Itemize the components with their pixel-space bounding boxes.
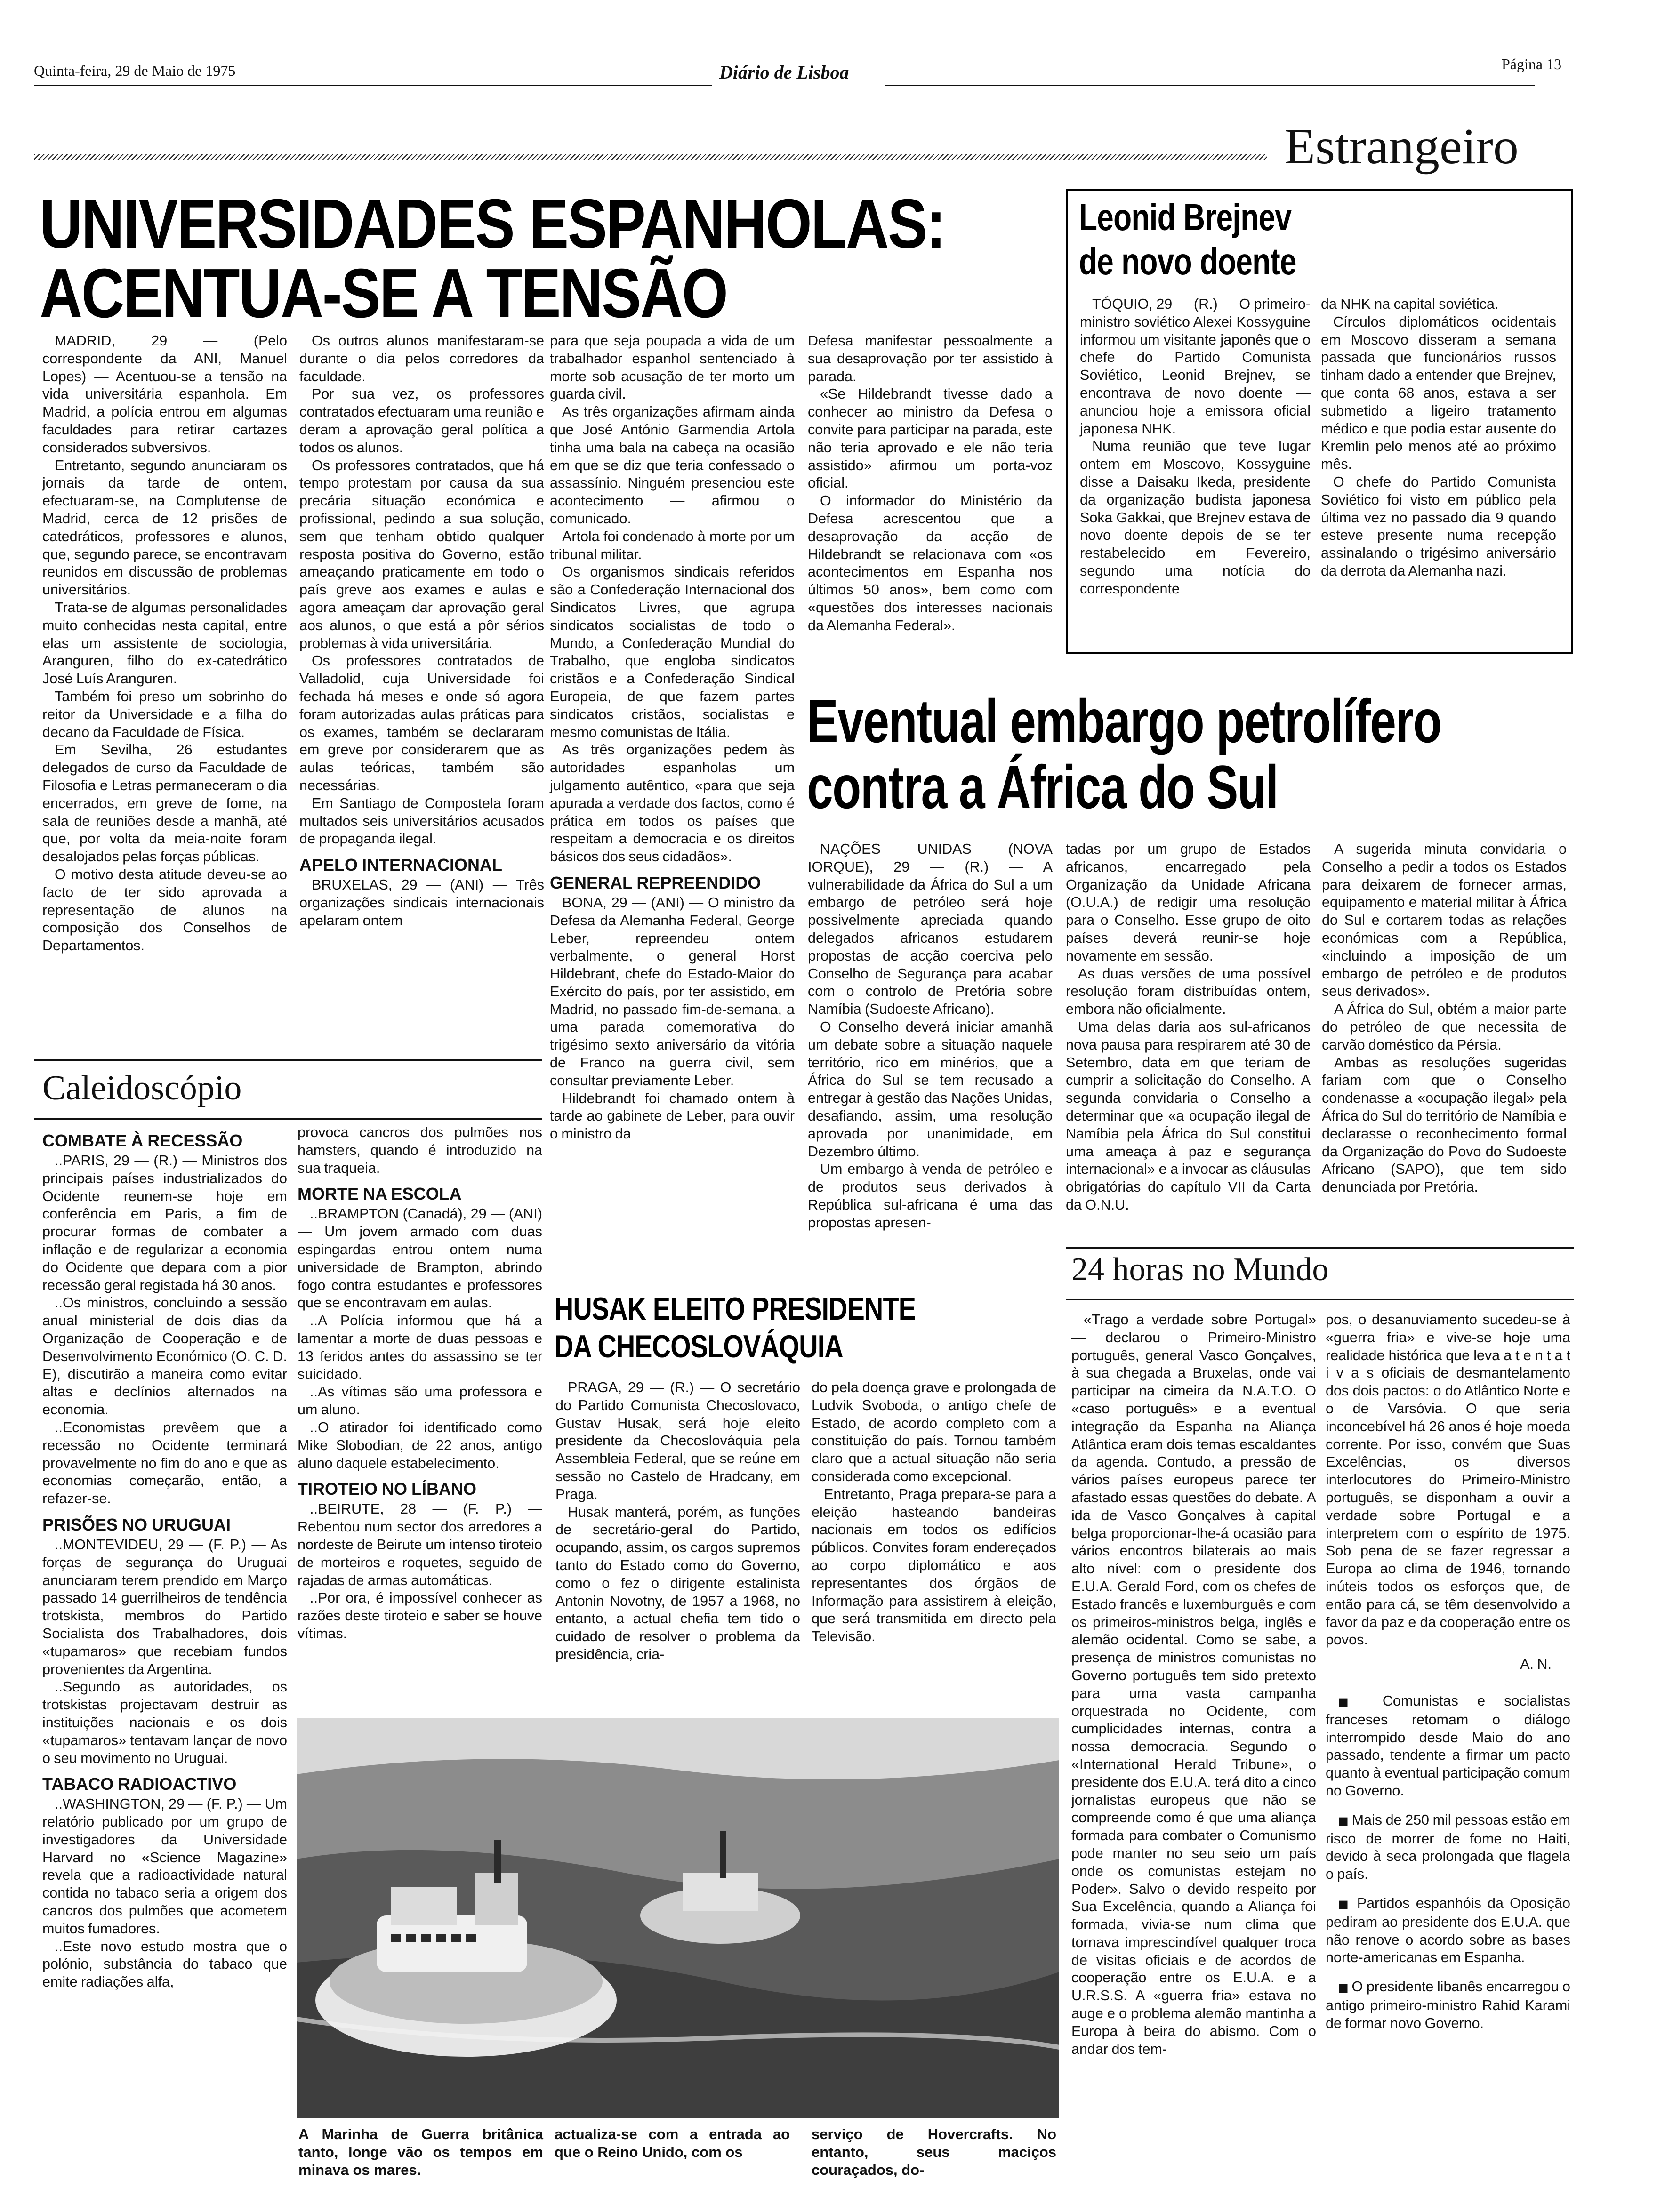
paragraph: BRUXELAS, 29 — (ANI) — Três organizações sindicais internacionais apelaram ontem: [299, 877, 544, 929]
brief-item: [1326, 1692, 1570, 1800]
main-headline-line2: ACENTUA-SE A TENSÃO: [40, 255, 727, 332]
embargo-col2: [1066, 841, 1311, 1214]
paragraph: Uma delas daria aos sul-africanos nova pausa para respirarem até 30 de Setembro, data em que teriam de cumprir a solicitação do Conselho. A segunda convidaria o Conselho a determinar que «a ocupação ilegal de Namíbia pela África do Sul constitui uma ameaça à paz e segurança internacional» e a invocar as cláusulas obrigatórias do capítulo VII da Carta da O.N.U.: [1066, 1018, 1311, 1213]
brief-text: O presidente libanês encarregou o antigo primeiro-ministro Rahid Karami de formar novo Governo.: [1326, 1979, 1570, 2031]
paragraph: NAÇÕES UNIDAS (NOVA IORQUE), 29 — (R.) — A vulnerabilidade da África do Sul a um embargo de petróleo será hoje possivelmente apreciada quando delegados africanos estudarem propostas de acção coerciva pelo Conselho de Segurança para acabar com o controlo de Pretória sobre Namíbia (Sudoeste Africano).: [808, 841, 1053, 1018]
embargo-col3: [1322, 841, 1567, 1196]
brief-heading: TIROTEIO NO LÍBANO: [298, 1479, 476, 1499]
husak-col1: [555, 1379, 800, 1664]
paragraph: O Conselho deverá iniciar amanhã um debate sobre a situação naquele território, rico em minérios, que a África do Sul se tem recusado a entregar à gestão das Nações Unidas, desafiando, assim, uma resolução aprovada por unanimidade, em Dezembro último.: [808, 1018, 1053, 1160]
brief-heading: TABACO RADIOACTIVO: [42, 1774, 237, 1794]
paragraph: da NHK na capital soviética.: [1321, 296, 1499, 312]
masthead-rule-left: [34, 85, 712, 86]
brejnev-headline-line2: de novo doente: [1079, 240, 1296, 282]
brief-text: Partidos espanhóis da Oposição pediram ao presidente dos E.U.A. que não renove o acordo sobre as bases norte-americanas em Espanha.: [1326, 1895, 1570, 1966]
main-article-col3: [550, 332, 795, 1143]
masthead-rule-right: [885, 85, 1535, 86]
brief-heading: COMBATE À RECESSÃO: [42, 1131, 243, 1150]
embargo-headline-line2: contra a África do Sul: [807, 753, 1278, 821]
main-article-col1: [42, 332, 287, 955]
caleidoscopio-title-rule: [34, 1118, 542, 1120]
caleidoscopio-top-rule: [34, 1059, 542, 1061]
subhead-general: GENERAL REPREENDIDO: [550, 873, 761, 892]
paragraph: O motivo desta atitude deveu-se ao facto de ter sido aprovada a representação de alunos na composição dos Conselhos de Departamentos.: [42, 866, 287, 954]
photo-caption-col2: actualiza-se com a entrada ao que o Reino Unido, com os: [555, 2126, 790, 2160]
square-bullet-icon: ■: [1338, 1695, 1383, 1708]
brejnev-col2: [1321, 296, 1556, 580]
brejnev-col1: [1080, 296, 1311, 598]
paragraph: As três organizações pedem às autoridades espanholas um julgamento autêntico, «para que seja apurada a verdade dos factos, como é prática em todos os países que respeitam a democracia e os direitos básicos dos seus cidadãos».: [550, 742, 795, 865]
brief-heading: MORTE NA ESCOLA: [298, 1184, 462, 1204]
paragraph: BONA, 29 — (ANI) — O ministro da Defesa da Alemanha Federal, George Leber, repreendeu ontem verbalmente, o general Horst Hildebrant, chefe do Estado-Maior do Exército do país, por ter assistido, em Madrid, no passado fim-de-semana, a uma parada comemorativa do trigésimo sexto aniversário da vitória de Franco na guerra civil, sem consultar previamente Leber.: [550, 894, 795, 1089]
paragraph: A sugerida minuta convidaria o Conselho a pedir a todos os Estados para deixarem de fornecer armas, equipamento e material militar à África do Sul e cortarem todas as relações económicas com a República, «incluindo a imposição de um embargo de petróleo e de produtos seus derivados».: [1322, 841, 1567, 1000]
paragraph: ..Economistas prevêem que a recessão no Ocidente terminará provavelmente no fim do ano e que as economias começarão, então, a refazer-se.: [42, 1419, 287, 1507]
paragraph: Também foi preso um sobrinho do reitor da Universidade e a filha do decano da Faculdade de Física.: [42, 688, 287, 740]
paragraph: As três organizações afirmam ainda que José António Garmendia Artola tinha uma bala na cabeça na ocasião em que se diz que teria confessado o assassínio. Ninguém presenciou este acontecimento — afirmou o comunicado.: [550, 404, 795, 527]
main-article-col2: [299, 332, 544, 930]
embargo-col1: [808, 841, 1053, 1232]
paragraph: tadas por um grupo de Estados africanos, encarregado pela Organização da Unidade Africana (O.U.A.) de redigir uma resolução para o Conselho. Esse grupo de oito países deverá reunir-se hoje novamente em sessão.: [1066, 841, 1311, 964]
photo-caption-col1: A Marinha de Guerra britânica tanto, longe vão os tempos em minava os mares.: [298, 2126, 543, 2178]
paragraph: do pela doença grave e prolongada de Ludvik Svoboda, o antigo chefe de Estado, de acordo completo com a constituição do país. Tornou também claro que a actual situação não seria considerada como excepcional.: [812, 1379, 1056, 1484]
paragraph: para que seja poupada a vida de um trabalhador espanhol sentenciado à morte sob acusação de ter morto um guarda civil.: [550, 333, 795, 402]
paragraph: ..O atirador foi identificado como Mike Slobodian, de 22 anos, antigo aluno daquele estabelecimento.: [298, 1419, 542, 1471]
paragraph: PRAGA, 29 — (R.) — O secretário do Partido Comunista Checoslovaco, Gustav Husak, será hoje eleito presidente da Checoslováquia pela Assembleia Federal, que se reúne em sessão no Castelo de Hradcany, em Praga.: [555, 1379, 800, 1502]
paragraph: ..A Polícia informou que há a lamentar a morte de duas pessoas e 13 feridos antes do assassino se ter suicidado.: [298, 1313, 542, 1382]
paragraph: Trata-se de algumas personalidades muito conhecidas nesta capital, entre elas um assistente de sociologia, Aranguren, filho do ex-catedrático José Luís Aranguren.: [42, 599, 287, 687]
paragraph: ..BRAMPTON (Canadá), 29 — (ANI) — Um jovem armado com duas espingardas entrou ontem numa universidade de Brampton, abrindo fogo contra estudantes e professores que se encontravam em aulas.: [298, 1206, 542, 1311]
embargo-headline-line1: Eventual embargo petrolífero: [807, 687, 1441, 755]
paragraph: Um embargo à venda de petróleo e de produtos seus derivados à República sul-africana é uma das propostas apresen-: [808, 1161, 1053, 1231]
paragraph: Ambas as resoluções sugeridas fariam com que o Conselho condenasse a «ocupação ilegal» pela África do Sul do território de Namíbia e declarasse o reconhecimento formal da Organização do Povo do Sudoeste Africano (SAPO), que tem sido denunciada por Pretória.: [1322, 1054, 1567, 1195]
section-hatch-rule: [34, 154, 1267, 160]
photo-caption-col3: serviço de Hovercrafts. No entanto, seus maciços couraçados, do-: [812, 2126, 1056, 2178]
brief-item: [1326, 1978, 1570, 2032]
paragraph: provoca cancros dos pulmões nos hamsters, quando é introduzido na sua traqueia.: [298, 1124, 542, 1176]
paragraph: Numa reunião que teve lugar ontem em Moscovo, Kossyguine disse a Daisaku Ikeda, presidente da organização budista japonesa Soka Gakkai, que Brejnev estava de novo doente depois de se ter restabelecido em Fevereiro, segundo uma notícia do correspondente: [1080, 438, 1311, 597]
paragraph: TÓQUIO, 29 — (R.) — O primeiro-ministro soviético Alexei Kossyguine informou um visitante japonês que o chefe do Partido Comunista Soviético, Leonid Brejnev, se encontrava de novo doente — anunciou hoje a emissora oficial japonesa NHK.: [1080, 296, 1311, 437]
paragraph: Por sua vez, os professores contratados efectuaram uma reunião e deram a aprovação geral política a todos os alunos.: [299, 386, 544, 456]
caleidoscopio-title: Caleidoscópio: [42, 1069, 242, 1107]
paragraph: Em Santiago de Compostela foram multados seis universitários acusados de propaganda ilegal.: [299, 795, 544, 847]
paragraph: Entretanto, Praga prepara-se para a eleição hasteando bandeiras nacionais em todos os edifícios públicos. Convites foram endereçados ao corpo diplomático e aos representantes dos órgãos de Informação para assistirem à eleição, que será transmitida em directo pela Televisão.: [812, 1486, 1056, 1645]
subhead-apelo: APELO INTERNACIONAL: [299, 855, 502, 875]
paragraph: ..Os ministros, concluindo a sessão anual ministerial de dois dias da Organização de Cooperação e de Desenvolvimento Económico (O. C. D. E), discutirão a maneira como evitar altas e declínios alternados na economia.: [42, 1295, 287, 1418]
signature: A. N.: [1520, 1656, 1552, 1673]
paragraph: As duas versões de uma possível resolução foram distribuídas ontem, embora não oficialmente.: [1066, 965, 1311, 1018]
paragraph: Defesa manifestar pessoalmente a sua desaprovação por ter assistido à parada.: [808, 333, 1053, 385]
paragraph: Círculos diplomáticos ocidentais em Moscovo disseram a semana passada que funcionários russos tinham dado a entender que Brejnev, que conta 68 anos, estava a ser submetido a ligeiro tratamento médico e que podia estar ausente do Kremlin pelo menos até ao próximo mês.: [1321, 313, 1556, 473]
brief-item: [1326, 1811, 1570, 1883]
square-bullet-icon: ■: [1338, 1814, 1352, 1827]
horas24-top-rule: [1066, 1247, 1574, 1249]
main-article-col4: [808, 332, 1053, 635]
paragraph: Husak manterá, porém, as funções de secretário-geral do Partido, ocupando, assim, os cargos supremos tanto do Estado como do Governo, como o fez o dirigente estalinista Antonin Novotny, de 1957 a 1968, no entanto, a actual chefia tem tido o cuidado de resolver o problema da presidência, cria-: [555, 1504, 800, 1662]
horas24-col1: [1071, 1311, 1316, 2058]
section-title: Estrangeiro: [1284, 119, 1519, 175]
paragraph: ..BEIRUTE, 28 — (F. P.) — Rebentou num sector dos arredores a nordeste de Beirute um intenso tiroteio de morteiros e roquetes, seguido de rajadas de armas automáticas.: [298, 1501, 542, 1588]
paragraph: O chefe do Partido Comunista Soviético foi visto em público pela última vez no passado dia 9 quando esteve presente numa recepção assinalando o trigésimo aniversário da derrota da Alemanha nazi.: [1321, 473, 1556, 579]
husak-headline-line1: HUSAK ELEITO PRESIDENTE: [555, 1291, 916, 1327]
newspaper-name: Diário de Lisboa: [719, 62, 849, 83]
paragraph: ..PARIS, 29 — (R.) — Ministros dos principais países industrializados do Ocidente reunem-se hoje em conferência em Paris, a fim de procurar formas de combater a inflação e de regularizar a economia do Ocidente que depara com a pior recessão geral registada há 30 anos.: [42, 1153, 287, 1293]
paragraph: ..Por ora, é impossível conhecer as razões deste tiroteio e saber se houve vítimas.: [298, 1590, 542, 1642]
paragraph: ..Segundo as autoridades, os trotskistas projectavam destruir as instituições nacionais e os dois «tupamaros» tentavam lançar de novo o seu movimento no Uruguai.: [42, 1679, 287, 1766]
paragraph: A África do Sul, obtém a maior parte do petróleo de que necessita de carvão doméstico da Pérsia.: [1322, 1001, 1567, 1053]
horas24-col2: [1326, 1311, 1570, 2032]
paragraph: ..MONTEVIDEU, 29 — (F. P.) — As forças de segurança do Uruguai anunciaram terem prendido em Março passado 14 guerrilheiros de tendência trotskista, membros do Partido Socialista dos Trabalhadores, dois «tupamaros» que recebiam fundos provenientes da Argentina.: [42, 1536, 287, 1677]
brief-text: Comunistas e socialistas franceses retomam o diálogo interrompido desde Maio do ano passado, tendente a firmar um pacto quanto à eventual participação comum no Governo.: [1326, 1692, 1570, 1799]
paragraph: MADRID, 29 — (Pelo correspondente da ANI, Manuel Lopes) — Acentuou-se a tensão na vida universitária espanhola. Em Madrid, a polícia entrou em algumas faculdades para retirar cartazes considerados subversivos.: [42, 333, 287, 456]
square-bullet-icon: ■: [1338, 1897, 1357, 1911]
brief-heading: PRISÕES NO URUGUAI: [42, 1515, 231, 1534]
husak-col2: [812, 1379, 1056, 1646]
paragraph: pos, o desanuviamento sucedeu-se à «guerra fria» e vive-se hoje uma realidade histórica que leva a t e n t a t i v a s oficiais de desmantelamento dos dois pactos: o do Atlântico Norte e o de Varsóvia. O que seria inconcebível há 26 anos é hoje moeda corrente. Por isso, convém que Suas Excelências, os diversos interlocutores do Primeiro-Ministro português, se disponham a ouvir a verdade sobre Portugal e a interpretem com o espírito de 1975. Sob pena de se fazer regressar a Europa ao clima de 1946, tornando inúteis todos os esforços que, de então para cá, se têm desenvolvido a favor da paz e da cooperação entre os povos.: [1326, 1312, 1570, 1648]
paragraph: Em Sevilha, 26 estudantes delegados de curso da Faculdade de Filosofia e Letras permaneceram o dia encerrados, em greve de fome, na sala de reuniões desde a manhã, até que, por volta da meia-noite foram desalojados pelas forças públicas.: [42, 742, 287, 865]
hovercraft-illustration: [297, 1718, 1059, 2118]
horas24-title-rule: [1066, 1299, 1574, 1300]
paragraph: ..WASHINGTON, 29 — (F. P.) — Um relatório publicado por um grupo de investigadores da Universidade Harvard no «Science Magazine» revela que a radioactividade natural contida no tabaco seria a origem dos cancros dos pulmões que acometem muitos fumadores.: [42, 1796, 287, 1937]
page-number: Página 13: [1502, 56, 1562, 72]
main-headline-line1: UNIVERSIDADES ESPANHOLAS:: [40, 185, 945, 263]
issue-date: Quinta-feira, 29 de Maio de 1975: [34, 62, 236, 79]
brief-item: [1326, 1895, 1570, 1967]
paragraph: Hildebrandt foi chamado ontem à tarde ao gabinete de Leber, para ouvir o ministro da: [550, 1090, 795, 1142]
paragraph: Os organismos sindicais referidos são a Confederação Internacional dos Sindicatos Livres, que agrupa sindicatos socialistas de todo o Mundo, a Confederação Mundial do Trabalho, que engloba sindicatos cristãos e a Confederação Sindical Europeia, de que fazem partes sindicatos cristãos, socialistas e mesmo comunistas de Itália.: [550, 564, 795, 740]
paragraph: Os professores contratados, que há tempo protestam por causa da sua precária situação económica e profissional, pedindo a sua solução, sem que tenham obtido qualquer resposta positiva do Governo, estão ameaçando praticamente em todo o país greve aos exames e aulas e agora ameaçam dar aprovação geral aos alunos, o que está a pôr sérios problemas à vida universitária.: [299, 457, 544, 651]
paragraph: «Trago a verdade sobre Portugal» — declarou o Primeiro-Ministro português, general Vasco Gonçalves, à sua chegada a Bruxelas, onde vai participar na cimeira da N.A.T.O. O «caso português» e a eventual integração da Espanha na Aliança Atlântica eram dois temas escaldantes da agenda. Contudo, a pressão de vários países europeus parece ter afastado essas questões do debate. A ida de Vasco Gonçalves à capital belga proporcionar-lhe-á ocasião para vários encontros bilaterais ao mais alto nível: com o presidente dos E.U.A. Gerald Ford, com os chefes de Estado francês e luxemburguês e com os primeiros-ministros belga, inglês e alemão ocidental. Como se sabe, a presença de ministros comunistas no Governo português tem sido pretexto para uma vasta campanha orquestrada no Ocidente, com cumplicidades internas, contra a nossa democracia. Segundo o «International Herald Tribune», o presidente dos E.U.A. terá dito a cinco jornalistas europeus que não se compreende como é que uma aliança formada para combater o Comunismo pode manter no seu seio um país onde os comunistas estejam no Poder». Salvo o devido respeito por Sua Excelência, quando a Aliança foi formada, vivia-se num clima que tornava imprescindível qualquer troca de visitas oficiais e de acordos de cooperação entre os E.U.A. e a U.R.S.S. A «guerra fria» estava no auge e o problema alemão mantinha a Europa à beira do abismo. Com o andar dos tem-: [1071, 1312, 1316, 2057]
paragraph: «Se Hildebrandt tivesse dado a conhecer ao ministro da Defesa o convite para participar na parada, este não teria aprovado e ele não teria assistido» afirmou um porta-voz oficial.: [808, 386, 1053, 491]
caleidoscopio-col1: [42, 1124, 287, 1991]
paragraph: Artola foi condenado à morte por um tribunal militar.: [550, 528, 795, 562]
paragraph: Os professores contratados de Valladolid, cuja Universidade foi fechada há meses e onde só agora foram autorizadas aulas práticas para os exames, também se declararam em greve por considerarem que as aulas teóricas, também são necessárias.: [299, 653, 544, 793]
square-bullet-icon: ■: [1338, 1981, 1352, 1995]
husak-headline-line2: DA CHECOSLOVÁQUIA: [555, 1329, 843, 1364]
paragraph: ..As vítimas são uma professora e um aluno.: [298, 1384, 542, 1418]
brief-text: Mais de 250 mil pessoas estão em risco de morrer de fome no Haiti, devido à seca prolongada que flagela o país.: [1326, 1811, 1570, 1883]
paragraph: Entretanto, segundo anunciaram os jornais da tarde de ontem, efectuaram-se, na Complutense de Madrid, cerca de 12 prisões de catedráticos, professores e alunos, que, segundo parece, se encontravam reunidos em discussão de problemas universitários.: [42, 457, 287, 598]
horas24-title: 24 horas no Mundo: [1071, 1251, 1329, 1288]
hovercraft-photo: [297, 1718, 1059, 2118]
brejnev-headline-line1: Leonid Brejnev: [1079, 196, 1292, 238]
paragraph: O informador do Ministério da Defesa acrescentou que a desaprovação da acção de Hildebrandt se relacionava com «os acontecimentos em Espanha nos últimos 50 anos», bem como com «questões dos interesses nacionais da Alemanha Federal».: [808, 493, 1053, 633]
caleidoscopio-col2: [298, 1124, 542, 1643]
paragraph: Os outros alunos manifestaram-se durante o dia pelos corredores da faculdade.: [299, 333, 544, 385]
paragraph: ..Este novo estudo mostra que o polónio, substância do tabaco que emite radiações alfa,: [42, 1938, 287, 1990]
